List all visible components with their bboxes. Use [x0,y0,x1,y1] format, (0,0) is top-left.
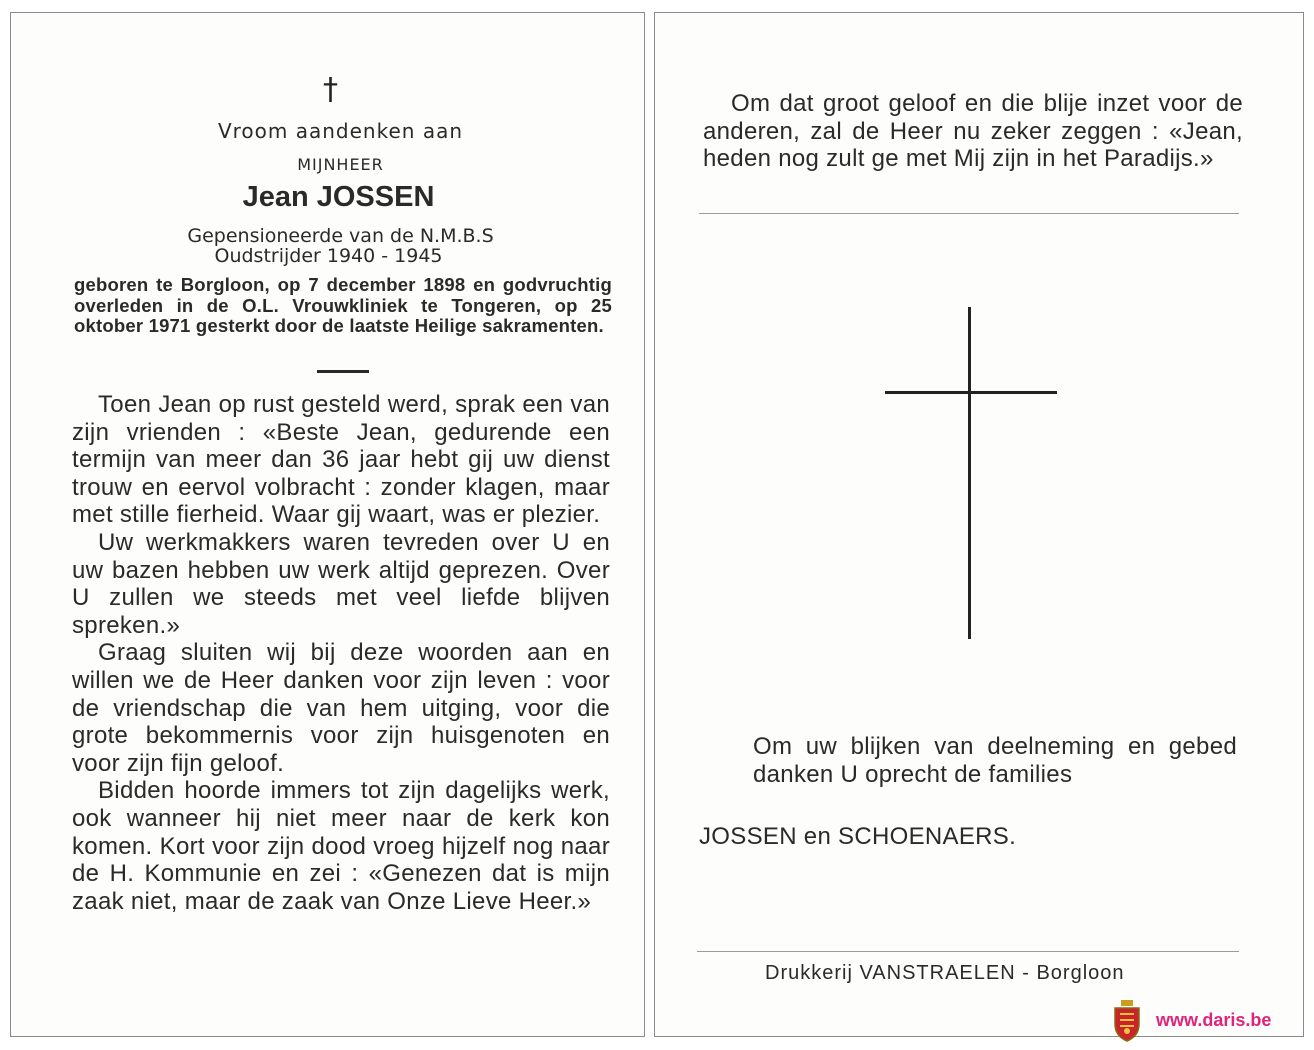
honorific-title: MIJNHEER [297,155,384,174]
role-line-1: Gepensioneerde van de N.M.B.S [187,225,494,247]
left-page [10,12,645,1037]
large-cross-icon [885,391,1057,394]
crest-logo-icon [1112,1000,1142,1042]
watermark-link[interactable]: www.daris.be [1156,1010,1272,1030]
divider [317,370,369,373]
eulogy-text [72,391,610,915]
eulogy-paragraph: Bidden hoorde immers tot zijn dagelijks werk, ook wanneer hij niet meer naar de kerk kon komen. Kort voor zijn dood vroeg hijzelf nog naar de H. Kommunie en zei : «Genezen dat is mijn zaak niet, maar de zaak van Onze Lieve Heer.» [72,777,610,915]
quote-text: Om dat groot geloof en die blije inzet voor de anderen, zal de Heer nu zeker zeggen : «Jean, heden nog zult ge met Mij zijn in het Paradijs.» [703,90,1243,173]
in-memory-heading: Vroom aandenken aan [217,119,464,143]
role-line-2: Oudstrijder 1940 - 1945 [214,245,443,267]
deceased-name: Jean JOSSEN [242,181,435,213]
printer-credit: Drukkerij VANSTRAELEN - Borgloon [765,962,1125,984]
eulogy-paragraph: Graag sluiten wij bij deze woorden aan en willen we de Heer danken voor zijn leven : voor de vriendschap die van hem uitging, voor die grote bekommernis voor zijn huisgenoten en voor zijn fijn geloof. [72,639,610,777]
eulogy-paragraph: Uw werkmakkers waren tevreden over U en uw bazen hebben uw werk altijd geprezen. Over U zullen we steeds met veel liefde blijven spreken.» [72,528,610,639]
cross-icon: † [323,72,338,107]
families-names: JOSSEN en SCHOENAERS. [699,823,1017,850]
eulogy-paragraph: Toen Jean op rust gesteld werd, sprak een van zijn vrienden : «Beste Jean, gedurende een termijn van meer dan 36 jaar hebt gij uw dienst trouw en eervol volbracht : zonder klagen, maar met stille fierheid. Waar gij waart, was er plezier. [72,391,610,529]
right-page [654,12,1304,1037]
divider [697,951,1239,952]
divider [699,213,1239,214]
large-cross-icon [968,307,971,639]
thanks-text: Om uw blijken van deelneming en gebed danken U oprecht de families [753,733,1237,788]
birth-death-details: geboren te Borgloon, op 7 december 1898 en godvruchtig overleden in de O.L. Vrouwkliniek te Tongeren, op 25 oktober 1971 gesterkt door de laatste Heilige sakramenten. [74,274,612,336]
